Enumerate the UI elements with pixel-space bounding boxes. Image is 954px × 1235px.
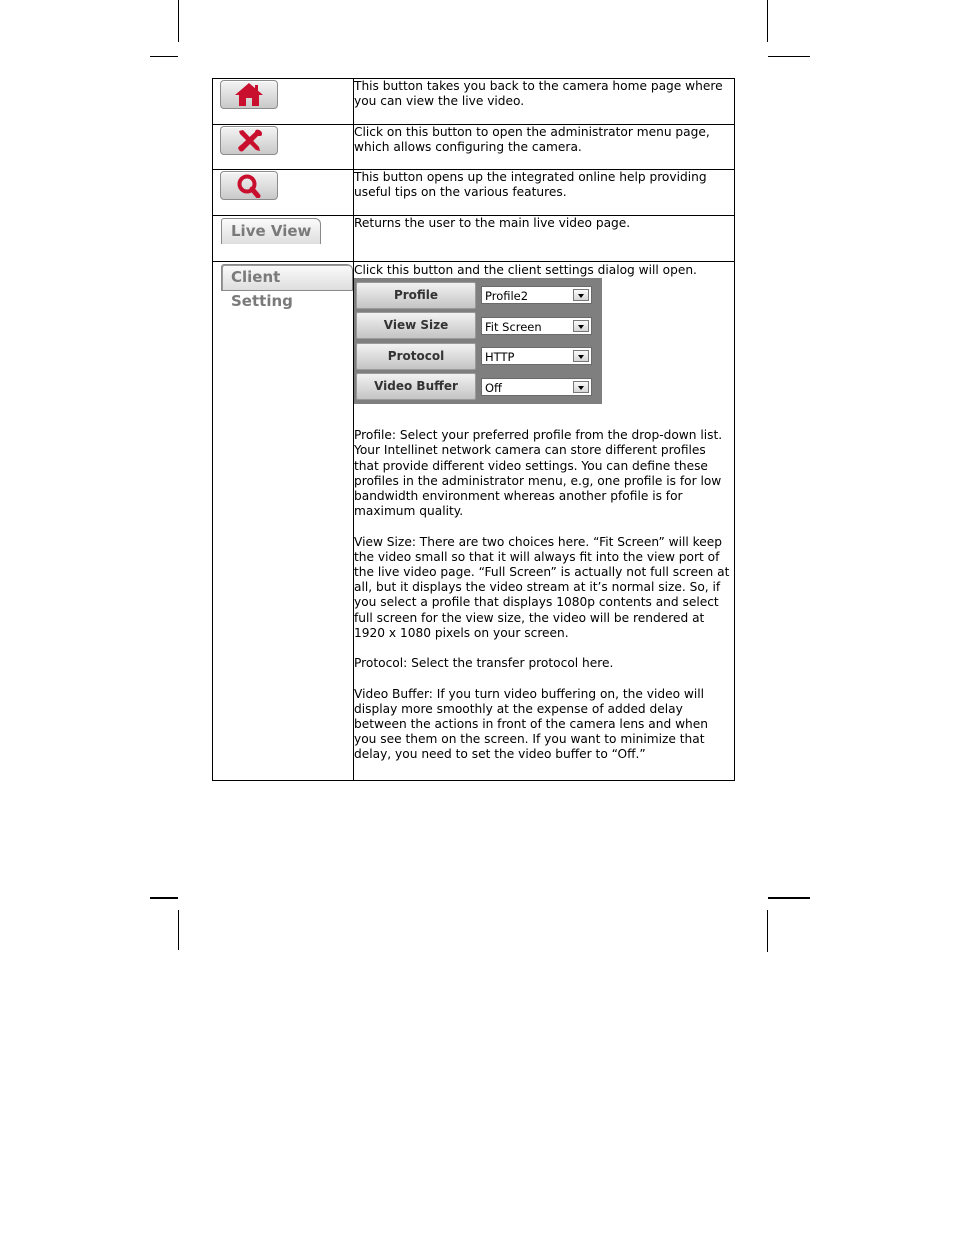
view-size-label-button: View Size [356, 312, 476, 339]
protocol-select-value: HTTP [485, 350, 515, 365]
home-icon [233, 82, 265, 107]
table-row [213, 170, 735, 216]
description-cell [354, 170, 735, 216]
button-reference-table [212, 78, 735, 781]
table-row [213, 262, 735, 781]
client-settings-dialog [354, 278, 602, 404]
live-view-button: Live View [221, 218, 321, 244]
setting-row-protocol [356, 341, 602, 372]
video-buffer-paragraph: Video Buffer: If you turn video buffering on, the video will display more smoothly at the expense of added delay between the actions in front of the camera lens and when you see them on the screen. If you want to minimize that delay, you need to set the video buffer to “Off.” [354, 686, 708, 762]
table-row [213, 216, 735, 262]
row-description: Click this button and the client settings dialog will open. [354, 263, 697, 277]
view-size-select-value: Fit Screen [485, 319, 542, 334]
crop-mark-top-left-h [150, 56, 178, 57]
row-description: Click on this button to open the administrator menu page, which allows configuring the camera. [354, 125, 710, 155]
crop-mark-bottom-left-h [150, 897, 178, 899]
description-cell [354, 216, 735, 262]
profile-label-button: Profile [356, 282, 476, 309]
icon-cell [213, 262, 354, 781]
protocol-select [481, 347, 592, 365]
profile-select [481, 286, 592, 304]
admin-button [220, 126, 278, 155]
client-setting-button: Client Setting [221, 264, 353, 291]
icon-cell [213, 216, 354, 262]
row-description: This button takes you back to the camera home page where you can view the live video. [354, 79, 723, 109]
crop-mark-bottom-left-v [178, 910, 179, 950]
view-size-paragraph: View Size: There are two choices here. “Fit Screen” will keep the video small so that it will always fit into the view port of the live video page. “Full Screen” is actually not full screen at all, but it displays the video stream at it’s normal size. So, if you select a profile that displays 1080p contents and select full screen for the view size, the video will be rendered at 1920 x 1080 pixels on your screen. [354, 534, 730, 640]
icon-cell [213, 79, 354, 125]
table-row [213, 125, 735, 170]
profile-select-value: Profile2 [485, 289, 529, 304]
chevron-down-icon [573, 289, 589, 301]
chevron-down-icon [573, 320, 589, 332]
profile-paragraph: Profile: Select your preferred profile from the drop-down list. Your Intellinet network camera can store different profiles that provide different video settings. You can define these profiles in the administrator menu, e.g, one profile is for low bandwidth environment whereas another pfofile is for maximum quality. [354, 428, 723, 519]
chevron-down-icon [573, 381, 589, 393]
description-cell [354, 262, 735, 781]
crop-mark-top-right-h [768, 56, 810, 57]
setting-row-video-buffer [356, 372, 602, 403]
protocol-paragraph: Protocol: Select the transfer protocol here. [354, 656, 614, 671]
crop-mark-top-right-v [767, 0, 768, 42]
home-button [220, 80, 278, 109]
setting-row-profile [356, 280, 602, 311]
crop-mark-top-left-v [178, 0, 179, 42]
setting-row-view-size [356, 311, 602, 342]
tools-icon [233, 128, 265, 153]
video-buffer-select-value: Off [485, 380, 502, 395]
magnifier-icon [233, 173, 265, 198]
protocol-label-button: Protocol [356, 343, 476, 370]
description-cell [354, 125, 735, 170]
video-buffer-label-button: Video Buffer [356, 373, 476, 400]
icon-cell [213, 125, 354, 170]
row-description: Returns the user to the main live video page. [354, 216, 631, 230]
icon-cell [213, 170, 354, 216]
crop-mark-bottom-right-h [768, 897, 810, 899]
table-row [213, 79, 735, 125]
crop-mark-bottom-right-v [767, 910, 768, 952]
video-buffer-select [481, 378, 592, 396]
row-description: This button opens up the integrated online help providing useful tips on the various features. [354, 170, 707, 200]
help-button [220, 171, 278, 200]
description-cell [354, 79, 735, 125]
view-size-select [481, 317, 592, 335]
chevron-down-icon [573, 350, 589, 362]
